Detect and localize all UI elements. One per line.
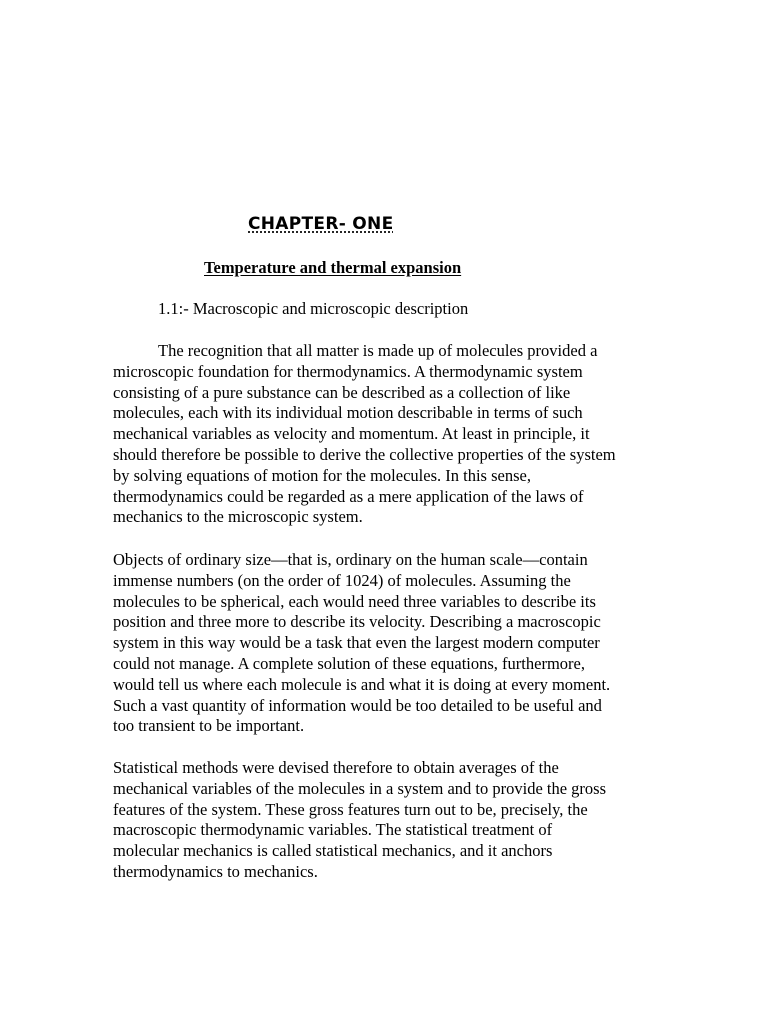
paragraph-1 [113, 341, 658, 528]
chapter-heading: CHAPTER- ONE [248, 214, 394, 234]
paragraph-line: position and three more to describe its velocity. Describing a macroscopic [113, 612, 601, 632]
paragraph-line: mechanical variables of the molecules in a system and to provide the gross [113, 778, 607, 798]
paragraph-line: could not manage. A complete solution of these equations, furthermore, [113, 653, 585, 673]
paragraph-line: The recognition that all matter is made up of molecules provided a [158, 341, 598, 360]
paragraph-line: consisting of a pure substance can be described as a collection of like [113, 382, 571, 402]
paragraph-line: would tell us where each molecule is and what it is doing at every moment. [113, 674, 611, 694]
paragraph-line: too transient to be important. [113, 716, 305, 736]
paragraph-line: molecular mechanics is called statistical mechanics, and it anchors [113, 841, 553, 861]
paragraph-line: features of the system. These gross features turn out to be, precisely, the [113, 799, 588, 819]
paragraph-line: molecules, each with its individual motion describable in terms of such [113, 403, 583, 423]
paragraph-line: molecules to be spherical, each would need three variables to describe its [113, 591, 596, 611]
paragraph-line: immense numbers (on the order of 1024) of molecules. Assuming the [113, 570, 571, 590]
paragraph-line: macroscopic thermodynamic variables. The statistical treatment of [113, 820, 553, 840]
paragraph-2 [113, 550, 658, 737]
paragraph-line: should therefore be possible to derive the collective properties of the system [113, 444, 616, 464]
paragraph-line: thermodynamics could be regarded as a mere application of the laws of [113, 486, 584, 506]
paragraph-line: mechanical variables as velocity and momentum. At least in principle, it [113, 424, 590, 444]
paragraph-line: by solving equations of motion for the molecules. In this sense, [113, 465, 531, 485]
paragraph-3 [113, 758, 658, 883]
paragraph-line: Such a vast quantity of information would be too detailed to be useful and [113, 695, 602, 715]
paragraph-line: system in this way would be a task that even the largest modern computer [113, 633, 600, 653]
paragraph-line: thermodynamics to mechanics. [113, 861, 318, 881]
paragraph-line: microscopic foundation for thermodynamics. A thermodynamic system [113, 361, 583, 381]
paragraph-line: Statistical methods were devised therefore to obtain averages of the [113, 758, 559, 777]
subsection-heading: 1.1:- Macroscopic and microscopic description [158, 299, 469, 318]
paragraph-line: Objects of ordinary size—that is, ordinary on the human scale—contain [113, 550, 588, 569]
paragraph-line: mechanics to the microscopic system. [113, 507, 363, 527]
section-title: Temperature and thermal expansion [204, 258, 462, 277]
